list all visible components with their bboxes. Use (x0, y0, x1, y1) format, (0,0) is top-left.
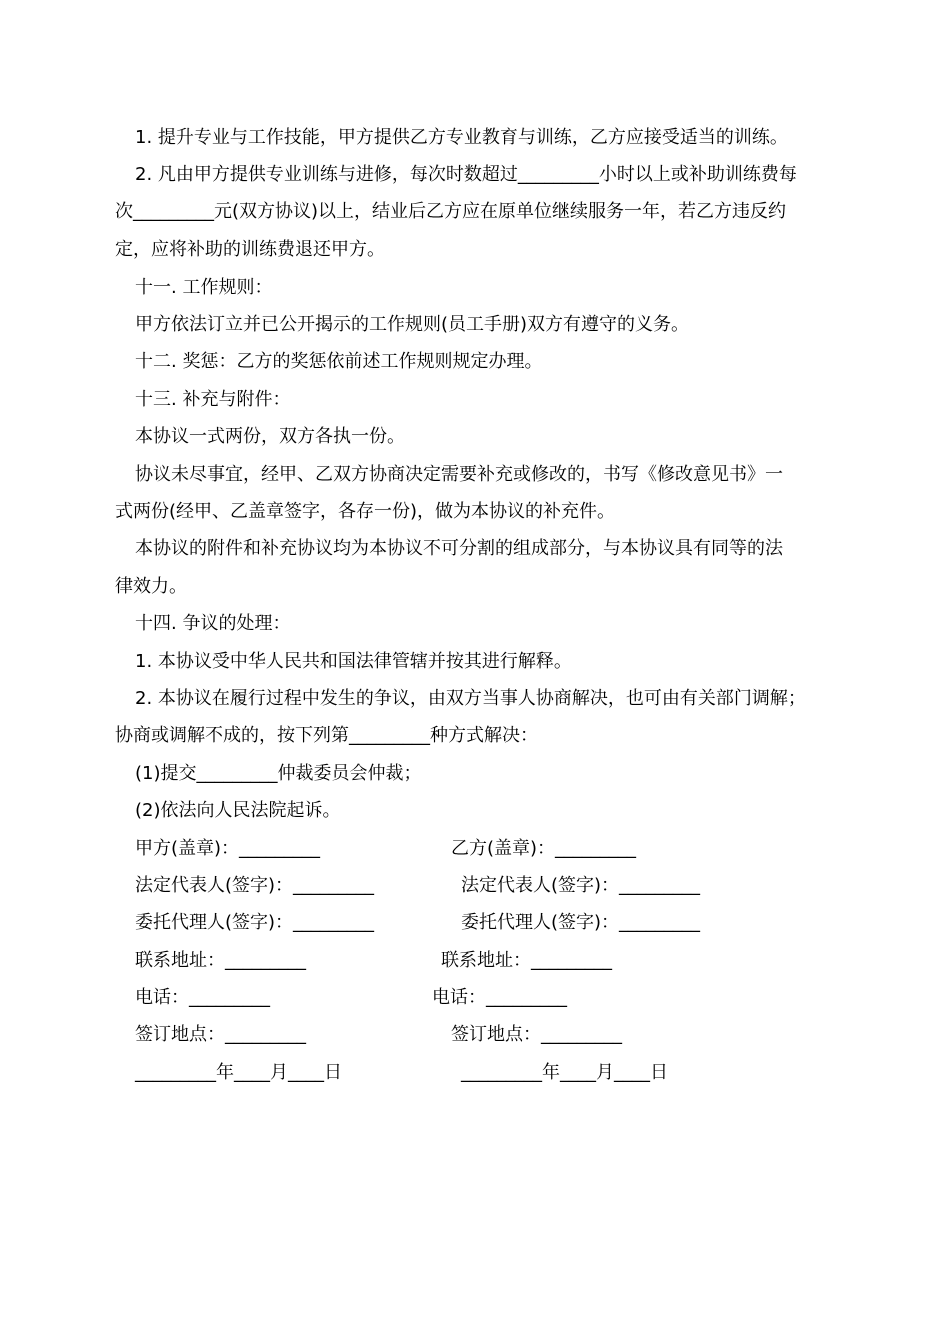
clause-10-item-2-line-3: 定，应将补助的训练费退还甲方。 (115, 239, 385, 260)
clause-14-option-2: (2)依法向人民法院起诉。 (135, 800, 341, 821)
clause-14-item-2-line-2: 协商或调解不成的，按下列第_________种方式解决： (115, 725, 538, 746)
party-b-address: 联系地址：_________ (441, 950, 612, 971)
clause-13-heading: 十三. 补充与附件： (135, 389, 291, 410)
party-a-signing-place: 签订地点：_________ (135, 1024, 306, 1045)
party-a-address: 联系地址：_________ (135, 950, 306, 971)
clause-13-body-2-line-2: 式两份(经甲、乙盖章签字，各存一份)，做为本协议的补充件。 (115, 501, 616, 522)
clause-10-item-2-line-2: 次_________元(双方协议)以上，结业后乙方应在原单位继续服务一年，若乙方违反约 (115, 201, 787, 222)
clause-10-item-1: 1. 提升专业与工作技能，甲方提供乙方专业教育与训练，乙方应接受适当的训练。 (135, 127, 788, 148)
party-a-agent: 委托代理人(签字)：_________ (135, 912, 375, 933)
clause-13-body-2-line-1: 协议未尽事宜，经甲、乙双方协商决定需要补充或修改的，书写《修改意见书》一 (135, 464, 783, 485)
clause-11-body: 甲方依法订立并已公开揭示的工作规则(员工手册)双方有遵守的义务。 (135, 314, 690, 335)
party-a-legal-rep: 法定代表人(签字)：_________ (135, 875, 375, 896)
party-b-agent: 委托代理人(签字)：_________ (461, 912, 701, 933)
party-b-legal-rep: 法定代表人(签字)：_________ (461, 875, 701, 896)
clause-14-item-1: 1. 本协议受中华人民共和国法律管辖并按其进行解释。 (135, 651, 572, 672)
party-a-date: _________年____月____日 (135, 1062, 342, 1083)
clause-13-body-1: 本协议一式两份，双方各执一份。 (135, 426, 405, 447)
party-a-phone: 电话：_________ (135, 987, 270, 1008)
party-b-phone: 电话：_________ (432, 987, 567, 1008)
clause-12: 十二. 奖惩：乙方的奖惩依前述工作规则规定办理。 (135, 351, 543, 372)
party-b-seal: 乙方(盖章)：_________ (451, 838, 637, 859)
party-a-seal: 甲方(盖章)：_________ (135, 838, 321, 859)
clause-14-heading: 十四. 争议的处理： (135, 613, 291, 634)
party-b-signing-place: 签订地点：_________ (451, 1024, 622, 1045)
clause-14-item-2-line-1: 2. 本协议在履行过程中发生的争议，由双方当事人协商解决，也可由有关部门调解； (135, 688, 806, 709)
clause-10-item-2-line-1: 2. 凡由甲方提供专业训练与进修，每次时数超过_________小时以上或补助训练费每 (135, 164, 797, 185)
clause-14-option-1: (1)提交_________仲裁委员会仲裁； (135, 763, 422, 784)
clause-11-heading: 十一. 工作规则： (135, 277, 273, 298)
clause-13-body-3-line-1: 本协议的附件和补充协议均为本协议不可分割的组成部分，与本协议具有同等的法 (135, 538, 783, 559)
clause-13-body-3-line-2: 律效力。 (115, 576, 187, 597)
party-b-date: _________年____月____日 (461, 1062, 668, 1083)
